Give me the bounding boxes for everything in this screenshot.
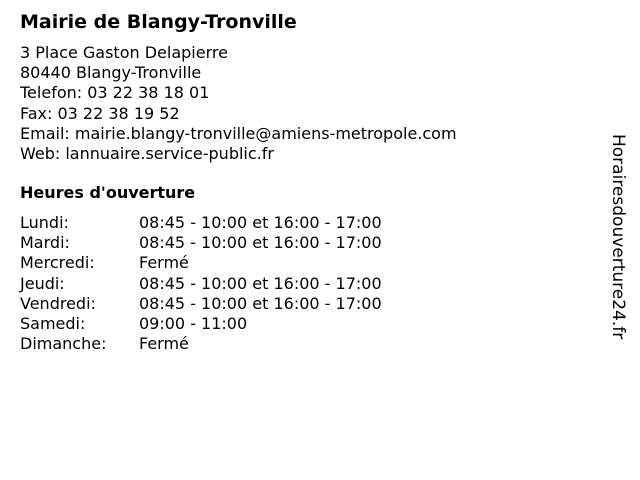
day-label: Lundi: <box>20 213 69 232</box>
address-block <box>20 43 457 164</box>
phone-number: Telefon: 03 22 38 18 01 <box>20 83 210 103</box>
hours-row-wednesday <box>20 253 440 273</box>
fax-number: Fax: 03 22 38 19 52 <box>20 103 180 123</box>
hours-row-saturday <box>20 314 440 334</box>
day-label: Dimanche: <box>20 334 107 354</box>
day-label: Mardi: <box>20 233 70 253</box>
day-label: Samedi: <box>20 313 86 333</box>
hours-row-thursday <box>20 274 440 294</box>
hours-value: 08:45 - 10:00 et 16:00 - 17:00 <box>139 273 382 293</box>
opening-hours-list <box>20 213 440 354</box>
hours-value: 08:45 - 10:00 et 16:00 - 17:00 <box>139 213 382 232</box>
hours-row-friday <box>20 294 440 314</box>
hours-row-tuesday <box>20 233 440 253</box>
day-label: Jeudi: <box>20 273 65 293</box>
day-label: Mercredi: <box>20 253 95 273</box>
day-label: Vendredi: <box>20 293 96 313</box>
page-title: Mairie de Blangy-Tronville <box>20 11 297 33</box>
email-address: Email: mairie.blangy-tronville@amiens-metropole.com <box>20 123 457 143</box>
site-watermark: Horairesdouverture24.fr <box>608 134 628 340</box>
hours-value: 08:45 - 10:00 et 16:00 - 17:00 <box>139 233 382 253</box>
opening-hours-heading: Heures d'ouverture <box>20 183 196 202</box>
website: Web: lannuaire.service-public.fr <box>20 143 274 163</box>
hours-value: 09:00 - 11:00 <box>139 313 248 333</box>
hours-value: Fermé <box>139 253 189 273</box>
hours-value: 08:45 - 10:00 et 16:00 - 17:00 <box>139 293 382 313</box>
city-address: 80440 Blangy-Tronville <box>20 63 202 83</box>
street-address: 3 Place Gaston Delapierre <box>20 43 228 62</box>
hours-value: Fermé <box>139 334 189 354</box>
hours-row-sunday <box>20 334 440 354</box>
hours-row-monday <box>20 213 440 233</box>
